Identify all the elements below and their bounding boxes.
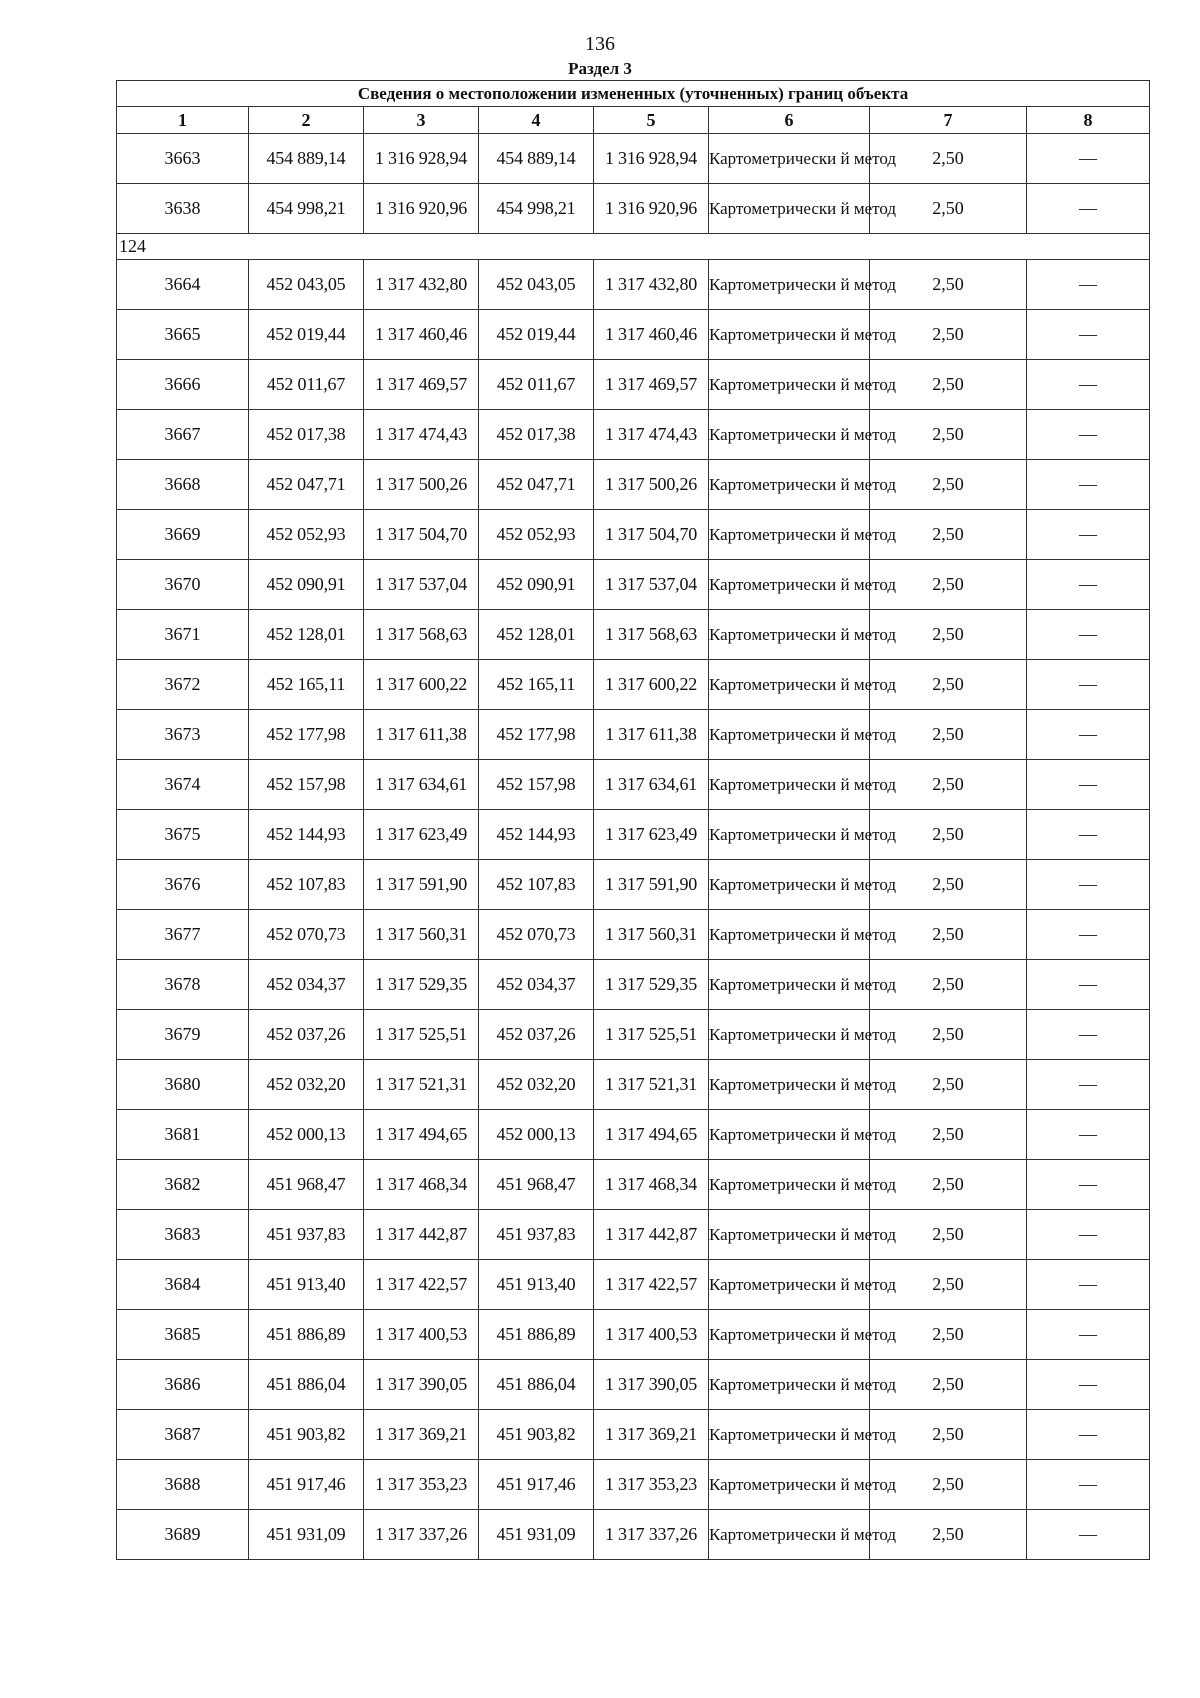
method-cell: Картометрически й метод: [709, 760, 870, 810]
table-row: [117, 1060, 1150, 1110]
table-row: [117, 860, 1150, 910]
y-existing-cell: 1 317 474,43: [364, 410, 479, 460]
accuracy-cell: 2,50: [870, 1460, 1027, 1510]
x-new-cell: 452 107,83: [479, 860, 594, 910]
table-row: [117, 134, 1150, 184]
x-existing-cell: 451 886,04: [249, 1360, 364, 1410]
accuracy-cell: 2,50: [870, 910, 1027, 960]
point-number-cell: 3681: [117, 1110, 249, 1160]
method-cell: Картометрически й метод: [709, 710, 870, 760]
method-cell: Картометрически й метод: [709, 610, 870, 660]
table-row: [117, 910, 1150, 960]
y-existing-cell: 1 317 469,57: [364, 360, 479, 410]
accuracy-cell: 2,50: [870, 560, 1027, 610]
table-row: [117, 560, 1150, 610]
y-existing-cell: 1 317 623,49: [364, 810, 479, 860]
x-new-cell: 452 017,38: [479, 410, 594, 460]
x-existing-cell: 452 107,83: [249, 860, 364, 910]
table-row: [117, 810, 1150, 860]
method-cell: Картометрически й метод: [709, 910, 870, 960]
table-row: [117, 410, 1150, 460]
x-existing-cell: 452 032,20: [249, 1060, 364, 1110]
table-row: [117, 260, 1150, 310]
description-cell: —: [1027, 860, 1150, 910]
y-new-cell: 1 317 474,43: [594, 410, 709, 460]
y-existing-cell: 1 317 468,34: [364, 1160, 479, 1210]
y-new-cell: 1 317 525,51: [594, 1010, 709, 1060]
point-number-cell: 3684: [117, 1260, 249, 1310]
y-new-cell: 1 317 623,49: [594, 810, 709, 860]
y-new-cell: 1 317 568,63: [594, 610, 709, 660]
x-existing-cell: 452 177,98: [249, 710, 364, 760]
group-row: [117, 234, 1150, 260]
y-new-cell: 1 317 390,05: [594, 1360, 709, 1410]
y-existing-cell: 1 317 568,63: [364, 610, 479, 660]
y-new-cell: 1 317 442,87: [594, 1210, 709, 1260]
description-cell: —: [1027, 810, 1150, 860]
method-cell: Картометрически й метод: [709, 960, 870, 1010]
table-row: [117, 360, 1150, 410]
method-cell: Картометрически й метод: [709, 410, 870, 460]
method-cell: Картометрически й метод: [709, 184, 870, 234]
point-number-cell: 3668: [117, 460, 249, 510]
point-number-cell: 3683: [117, 1210, 249, 1260]
point-number-cell: 3685: [117, 1310, 249, 1360]
y-new-cell: 1 317 634,61: [594, 760, 709, 810]
y-existing-cell: 1 317 369,21: [364, 1410, 479, 1460]
method-cell: Картометрически й метод: [709, 1260, 870, 1310]
method-cell: Картометрически й метод: [709, 1060, 870, 1110]
description-cell: —: [1027, 1010, 1150, 1060]
table-row: [117, 1310, 1150, 1360]
y-existing-cell: 1 317 560,31: [364, 910, 479, 960]
y-existing-cell: 1 317 611,38: [364, 710, 479, 760]
table-row: [117, 960, 1150, 1010]
table-row: [117, 310, 1150, 360]
accuracy-cell: 2,50: [870, 1410, 1027, 1460]
table-row: [117, 660, 1150, 710]
point-number-cell: 3665: [117, 310, 249, 360]
method-cell: Картометрически й метод: [709, 660, 870, 710]
accuracy-cell: 2,50: [870, 184, 1027, 234]
y-existing-cell: 1 317 337,26: [364, 1510, 479, 1560]
x-existing-cell: 452 011,67: [249, 360, 364, 410]
accuracy-cell: 2,50: [870, 310, 1027, 360]
table-row: [117, 1460, 1150, 1510]
description-cell: —: [1027, 1460, 1150, 1510]
accuracy-cell: 2,50: [870, 260, 1027, 310]
x-existing-cell: 451 937,83: [249, 1210, 364, 1260]
column-header: 8: [1027, 107, 1150, 134]
y-existing-cell: 1 317 390,05: [364, 1360, 479, 1410]
x-new-cell: 451 931,09: [479, 1510, 594, 1560]
y-existing-cell: 1 317 537,04: [364, 560, 479, 610]
description-cell: —: [1027, 360, 1150, 410]
description-cell: —: [1027, 1110, 1150, 1160]
description-cell: —: [1027, 660, 1150, 710]
x-new-cell: 452 144,93: [479, 810, 594, 860]
point-number-cell: 3669: [117, 510, 249, 560]
y-existing-cell: 1 317 529,35: [364, 960, 479, 1010]
point-number-cell: 3667: [117, 410, 249, 460]
x-new-cell: 452 000,13: [479, 1110, 594, 1160]
description-cell: —: [1027, 760, 1150, 810]
method-cell: Картометрически й метод: [709, 1460, 870, 1510]
y-existing-cell: 1 317 504,70: [364, 510, 479, 560]
accuracy-cell: 2,50: [870, 1160, 1027, 1210]
x-existing-cell: 452 052,93: [249, 510, 364, 560]
accuracy-cell: 2,50: [870, 960, 1027, 1010]
x-existing-cell: 454 998,21: [249, 184, 364, 234]
accuracy-cell: 2,50: [870, 660, 1027, 710]
x-existing-cell: 451 913,40: [249, 1260, 364, 1310]
y-new-cell: 1 317 432,80: [594, 260, 709, 310]
x-existing-cell: 451 968,47: [249, 1160, 364, 1210]
accuracy-cell: 2,50: [870, 710, 1027, 760]
point-number-cell: 3689: [117, 1510, 249, 1560]
y-existing-cell: 1 317 591,90: [364, 860, 479, 910]
point-number-cell: 3673: [117, 710, 249, 760]
accuracy-cell: 2,50: [870, 510, 1027, 560]
x-new-cell: 451 886,04: [479, 1360, 594, 1410]
x-new-cell: 451 917,46: [479, 1460, 594, 1510]
y-new-cell: 1 317 353,23: [594, 1460, 709, 1510]
accuracy-cell: 2,50: [870, 860, 1027, 910]
description-cell: —: [1027, 1210, 1150, 1260]
accuracy-cell: 2,50: [870, 134, 1027, 184]
page-number: 136: [585, 33, 615, 55]
description-cell: —: [1027, 260, 1150, 310]
accuracy-cell: 2,50: [870, 360, 1027, 410]
y-existing-cell: 1 317 494,65: [364, 1110, 479, 1160]
column-header: 3: [364, 107, 479, 134]
x-new-cell: 452 037,26: [479, 1010, 594, 1060]
y-existing-cell: 1 316 928,94: [364, 134, 479, 184]
y-new-cell: 1 316 920,96: [594, 184, 709, 234]
description-cell: —: [1027, 1160, 1150, 1210]
x-existing-cell: 452 000,13: [249, 1110, 364, 1160]
point-number-cell: 3676: [117, 860, 249, 910]
table-row: [117, 1260, 1150, 1310]
x-existing-cell: 451 917,46: [249, 1460, 364, 1510]
accuracy-cell: 2,50: [870, 1260, 1027, 1310]
group-label: 124: [117, 234, 1150, 260]
y-new-cell: 1 317 537,04: [594, 560, 709, 610]
x-new-cell: 452 128,01: [479, 610, 594, 660]
x-new-cell: 452 011,67: [479, 360, 594, 410]
x-new-cell: 451 968,47: [479, 1160, 594, 1210]
description-cell: —: [1027, 710, 1150, 760]
point-number-cell: 3688: [117, 1460, 249, 1510]
y-existing-cell: 1 317 600,22: [364, 660, 479, 710]
description-cell: —: [1027, 560, 1150, 610]
method-cell: Картометрически й метод: [709, 134, 870, 184]
method-cell: Картометрически й метод: [709, 360, 870, 410]
x-existing-cell: 452 157,98: [249, 760, 364, 810]
column-header: 2: [249, 107, 364, 134]
description-cell: —: [1027, 460, 1150, 510]
y-existing-cell: 1 317 525,51: [364, 1010, 479, 1060]
x-new-cell: 452 090,91: [479, 560, 594, 610]
x-existing-cell: 452 070,73: [249, 910, 364, 960]
point-number-cell: 3663: [117, 134, 249, 184]
table-row: [117, 184, 1150, 234]
description-cell: —: [1027, 134, 1150, 184]
x-new-cell: 452 034,37: [479, 960, 594, 1010]
accuracy-cell: 2,50: [870, 1310, 1027, 1360]
x-new-cell: 452 047,71: [479, 460, 594, 510]
y-new-cell: 1 317 469,57: [594, 360, 709, 410]
y-existing-cell: 1 317 353,23: [364, 1460, 479, 1510]
x-new-cell: 451 903,82: [479, 1410, 594, 1460]
method-cell: Картометрически й метод: [709, 810, 870, 860]
description-cell: —: [1027, 410, 1150, 460]
x-new-cell: 452 043,05: [479, 260, 594, 310]
y-existing-cell: 1 317 432,80: [364, 260, 479, 310]
table-row: [117, 1010, 1150, 1060]
description-cell: —: [1027, 510, 1150, 560]
y-existing-cell: 1 317 634,61: [364, 760, 479, 810]
method-cell: Картометрически й метод: [709, 1360, 870, 1410]
method-cell: Картометрически й метод: [709, 260, 870, 310]
y-new-cell: 1 317 500,26: [594, 460, 709, 510]
description-cell: —: [1027, 1510, 1150, 1560]
y-new-cell: 1 317 591,90: [594, 860, 709, 910]
column-header: 4: [479, 107, 594, 134]
description-cell: —: [1027, 910, 1150, 960]
column-header: 1: [117, 107, 249, 134]
x-existing-cell: 452 144,93: [249, 810, 364, 860]
point-number-cell: 3682: [117, 1160, 249, 1210]
y-new-cell: 1 317 422,57: [594, 1260, 709, 1310]
y-existing-cell: 1 317 460,46: [364, 310, 479, 360]
point-number-cell: 3638: [117, 184, 249, 234]
method-cell: Картометрически й метод: [709, 510, 870, 560]
x-existing-cell: 452 043,05: [249, 260, 364, 310]
description-cell: —: [1027, 1410, 1150, 1460]
x-new-cell: 452 177,98: [479, 710, 594, 760]
x-existing-cell: 452 019,44: [249, 310, 364, 360]
x-new-cell: 452 070,73: [479, 910, 594, 960]
y-new-cell: 1 317 337,26: [594, 1510, 709, 1560]
table-row: [117, 710, 1150, 760]
y-new-cell: 1 317 504,70: [594, 510, 709, 560]
method-cell: Картометрически й метод: [709, 1010, 870, 1060]
x-existing-cell: 452 034,37: [249, 960, 364, 1010]
accuracy-cell: 2,50: [870, 1510, 1027, 1560]
column-header: 7: [870, 107, 1027, 134]
method-cell: Картометрически й метод: [709, 1410, 870, 1460]
y-new-cell: 1 316 928,94: [594, 134, 709, 184]
table-row: [117, 1410, 1150, 1460]
table-row: [117, 1110, 1150, 1160]
table-row: [117, 610, 1150, 660]
table-row: [117, 510, 1150, 560]
table-row: [117, 760, 1150, 810]
column-header: 6: [709, 107, 870, 134]
method-cell: Картометрически й метод: [709, 310, 870, 360]
column-header-row: [117, 107, 1150, 134]
x-existing-cell: 452 037,26: [249, 1010, 364, 1060]
point-number-cell: 3671: [117, 610, 249, 660]
y-existing-cell: 1 317 400,53: [364, 1310, 479, 1360]
accuracy-cell: 2,50: [870, 760, 1027, 810]
x-new-cell: 452 157,98: [479, 760, 594, 810]
description-cell: —: [1027, 610, 1150, 660]
point-number-cell: 3678: [117, 960, 249, 1010]
x-existing-cell: 451 931,09: [249, 1510, 364, 1560]
x-new-cell: 452 019,44: [479, 310, 594, 360]
y-existing-cell: 1 316 920,96: [364, 184, 479, 234]
point-number-cell: 3679: [117, 1010, 249, 1060]
table-row: [117, 460, 1150, 510]
accuracy-cell: 2,50: [870, 1010, 1027, 1060]
y-new-cell: 1 317 521,31: [594, 1060, 709, 1110]
method-cell: Картометрически й метод: [709, 860, 870, 910]
y-new-cell: 1 317 529,35: [594, 960, 709, 1010]
description-cell: —: [1027, 184, 1150, 234]
method-cell: Картометрически й метод: [709, 1110, 870, 1160]
x-new-cell: 452 032,20: [479, 1060, 594, 1110]
x-existing-cell: 452 128,01: [249, 610, 364, 660]
description-cell: —: [1027, 310, 1150, 360]
method-cell: Картометрически й метод: [709, 1160, 870, 1210]
description-cell: —: [1027, 960, 1150, 1010]
section-title: Раздел 3: [568, 59, 632, 78]
table-row: [117, 1360, 1150, 1410]
accuracy-cell: 2,50: [870, 460, 1027, 510]
y-new-cell: 1 317 468,34: [594, 1160, 709, 1210]
method-cell: Картометрически й метод: [709, 460, 870, 510]
y-existing-cell: 1 317 422,57: [364, 1260, 479, 1310]
method-cell: Картометрически й метод: [709, 1210, 870, 1260]
description-cell: —: [1027, 1260, 1150, 1310]
x-existing-cell: 452 165,11: [249, 660, 364, 710]
point-number-cell: 3687: [117, 1410, 249, 1460]
table-row: [117, 1210, 1150, 1260]
x-new-cell: 452 165,11: [479, 660, 594, 710]
x-new-cell: 454 998,21: [479, 184, 594, 234]
x-existing-cell: 452 017,38: [249, 410, 364, 460]
accuracy-cell: 2,50: [870, 1210, 1027, 1260]
x-new-cell: 452 052,93: [479, 510, 594, 560]
table-row: [117, 1160, 1150, 1210]
point-number-cell: 3675: [117, 810, 249, 860]
accuracy-cell: 2,50: [870, 410, 1027, 460]
method-cell: Картометрически й метод: [709, 560, 870, 610]
y-new-cell: 1 317 400,53: [594, 1310, 709, 1360]
description-cell: —: [1027, 1360, 1150, 1410]
accuracy-cell: 2,50: [870, 810, 1027, 860]
description-cell: —: [1027, 1060, 1150, 1110]
y-new-cell: 1 317 611,38: [594, 710, 709, 760]
point-number-cell: 3670: [117, 560, 249, 610]
x-existing-cell: 451 886,89: [249, 1310, 364, 1360]
point-number-cell: 3680: [117, 1060, 249, 1110]
y-new-cell: 1 317 369,21: [594, 1410, 709, 1460]
description-cell: —: [1027, 1310, 1150, 1360]
point-number-cell: 3664: [117, 260, 249, 310]
y-new-cell: 1 317 560,31: [594, 910, 709, 960]
x-new-cell: 451 886,89: [479, 1310, 594, 1360]
method-cell: Картометрически й метод: [709, 1310, 870, 1360]
table-body: [117, 134, 1150, 1560]
column-header: 5: [594, 107, 709, 134]
x-new-cell: 454 889,14: [479, 134, 594, 184]
x-existing-cell: 452 090,91: [249, 560, 364, 610]
table-row: [117, 1510, 1150, 1560]
y-new-cell: 1 317 494,65: [594, 1110, 709, 1160]
accuracy-cell: 2,50: [870, 610, 1027, 660]
boundary-coordinates-table: [116, 80, 1150, 1560]
point-number-cell: 3666: [117, 360, 249, 410]
x-new-cell: 451 937,83: [479, 1210, 594, 1260]
y-new-cell: 1 317 600,22: [594, 660, 709, 710]
y-existing-cell: 1 317 500,26: [364, 460, 479, 510]
x-existing-cell: 451 903,82: [249, 1410, 364, 1460]
point-number-cell: 3674: [117, 760, 249, 810]
x-existing-cell: 454 889,14: [249, 134, 364, 184]
accuracy-cell: 2,50: [870, 1060, 1027, 1110]
point-number-cell: 3686: [117, 1360, 249, 1410]
x-existing-cell: 452 047,71: [249, 460, 364, 510]
point-number-cell: 3677: [117, 910, 249, 960]
table-title: Сведения о местоположении измененных (уточненных) границ объекта: [117, 81, 1150, 107]
y-existing-cell: 1 317 521,31: [364, 1060, 479, 1110]
y-existing-cell: 1 317 442,87: [364, 1210, 479, 1260]
point-number-cell: 3672: [117, 660, 249, 710]
y-new-cell: 1 317 460,46: [594, 310, 709, 360]
accuracy-cell: 2,50: [870, 1110, 1027, 1160]
accuracy-cell: 2,50: [870, 1360, 1027, 1410]
method-cell: Картометрически й метод: [709, 1510, 870, 1560]
x-new-cell: 451 913,40: [479, 1260, 594, 1310]
